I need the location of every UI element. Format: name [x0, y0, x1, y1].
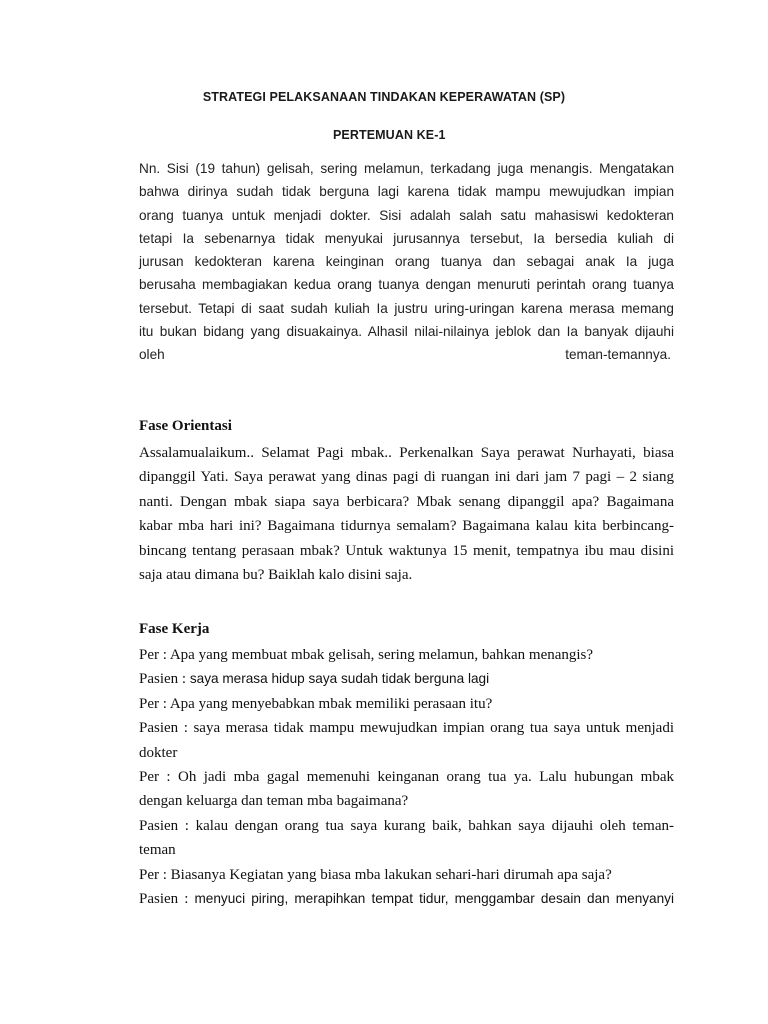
speaker-label: Pasien :	[139, 891, 195, 908]
case-line: orang tuanya untuk menjadi dokter. Sisi adalah salah satu mahasiswi kedokteran	[139, 207, 674, 223]
dialogue-line: Per : Oh jadi mba gagal memenuhi keinganan orang tua ya. Lalu hubungan mbak	[139, 769, 674, 786]
work-phase-dialogue	[139, 643, 674, 911]
orientation-line: kabar mba hari ini? Bagaimana tidurnya semalam? Bagaimana kalau kita berbincang-	[139, 518, 674, 535]
orientation-line: dipanggil Yati. Saya perawat yang dinas pagi di ruangan ini dari jam 7 pagi – 2 siang	[139, 469, 674, 486]
case-description	[139, 157, 674, 367]
dialogue-line: Per : Apa yang menyebabkan mbak memiliki perasaan itu?	[139, 695, 493, 712]
orientation-phase-heading: Fase Orientasi	[139, 418, 232, 434]
case-line: Nn. Sisi (19 tahun) gelisah, sering melamun, terkadang juga menangis. Mengatakan	[139, 161, 674, 176]
case-line: berusaha membagiakan kedua orang tuanya dengan menuruti perintah orang tuanya	[139, 277, 674, 293]
dialogue-line: dokter	[139, 744, 178, 761]
orientation-line: bincang tentang perasaan mbak? Untuk waktunya 15 menit, tempatnya ibu mau disini	[139, 542, 674, 559]
dialogue-line: dengan keluarga dan teman mba bagaimana?	[139, 793, 409, 810]
orientation-line: nanti. Dengan mbak siapa saya berbicara? Mbak senang dipanggil apa? Bagaimana	[139, 493, 674, 510]
dialogue-line: Pasien : kalau dengan orang tua saya kurang baik, bahkan saya dijauhi oleh teman-	[139, 817, 674, 834]
case-last-word-left: oleh	[139, 347, 165, 363]
speaker-label: Pasien :	[139, 671, 190, 688]
dialogue-line: Pasien : saya merasa tidak mampu mewujudkan impian orang tua saya untuk menjadi	[139, 720, 674, 737]
case-last-word-right: teman-temannya.	[565, 347, 671, 363]
work-phase-heading: Fase Kerja	[139, 621, 210, 637]
case-line: itu bukan bidang yang disuakainya. Alhasil nilai-nilainya jeblok dan Ia banyak dijauhi	[139, 324, 674, 340]
patient-response: saya merasa hidup saya sudah tidak berguna lagi	[189, 671, 490, 687]
case-line: jurusan kedokteran karena keinginan orang tuanya dan sebagai anak Ia juga	[139, 254, 674, 270]
orientation-line: saja atau dimana bu? Baiklah kalo disini saja.	[139, 567, 413, 584]
case-line: bahwa dirinya sudah tidak berguna lagi karena tidak mampu mewujudkan impian	[139, 184, 674, 200]
case-line: tetapi Ia sebenarnya tidak menyukai jurusannya tersebut, Ia bersedia kuliah di	[139, 230, 674, 246]
document-title: STRATEGI PELAKSANAAN TINDAKAN KEPERAWATAN (SP)	[202, 90, 566, 104]
dialogue-line: Per : Apa yang membuat mbak gelisah, sering melamun, bahkan menangis?	[139, 647, 594, 663]
dialogue-line: teman	[139, 842, 176, 859]
case-line-last	[139, 343, 674, 366]
dialogue-line: Per : Biasanya Kegiatan yang biasa mba lakukan sehari-hari dirumah apa saja?	[139, 866, 612, 883]
patient-response: menyuci piring, merapihkan tempat tidur, menggambar desain dan menyanyi	[194, 891, 674, 907]
document-subtitle: PERTEMUAN KE-1	[333, 128, 446, 142]
orientation-line: Assalamualaikum.. Selamat Pagi mbak.. Perkenalkan Saya perawat Nurhayati, biasa	[139, 445, 674, 461]
dialogue-line	[139, 887, 674, 911]
case-line: tersebut. Tetapi di saat sudah kuliah Ia justru uring-uringan karena merasa memang	[139, 300, 674, 316]
dialogue-line	[139, 667, 674, 691]
orientation-phase-body	[139, 441, 674, 587]
